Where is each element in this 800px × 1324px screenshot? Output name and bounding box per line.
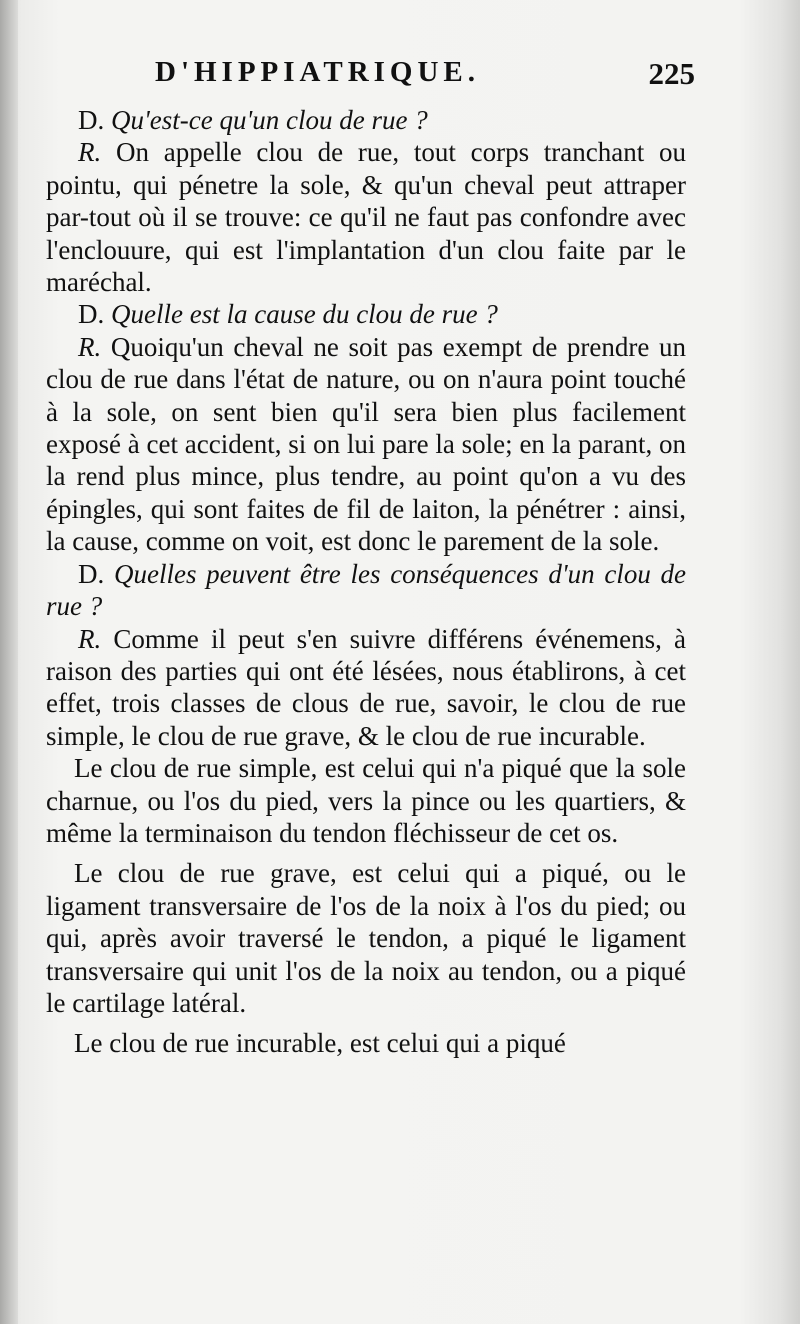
question-tag: D. — [78, 558, 105, 589]
paragraph-simple: Le clou de rue simple, est celui qui n'a piqué que la sole charnue, ou l'os du pied, vers la pince ou les quartiers, & même la terminaison du tendon fléchisseur de cet os. — [46, 753, 686, 848]
answer-tag: R. — [78, 137, 102, 168]
page-number: 225 — [648, 56, 695, 91]
answer-text: Quoiqu'un cheval ne soit pas exempt de prendre un clou de rue dans l'état de nature, ou on n'aura point touché à la sole, on sent bien qu'il sera bien plus facilement exposé à cet accident, si on lui pare la sole; en la parant, on la rend plus mince, plus tendre, au point qu'on a vu des épingles, qui sont faites de fil de laiton, la pénétrer : ainsi, la cause, comme on voit, est donc le parement de la sole. — [46, 331, 686, 557]
question-text: Quelles peuvent être les conséquences d'un clou de rue ? — [46, 558, 687, 622]
paragraph-grave: Le clou de rue grave, est celui qui a piqué, ou le ligament transversaire de l'os de la noix à l'os du pied; ou qui, après avoir traversé le tendon, a piqué le ligament transversaire qui unit l'os de la noix au tendon, ou a piqué le cartilage latéral. — [46, 858, 686, 1018]
question-text: Qu'est-ce qu'un clou de rue ? — [111, 105, 428, 135]
question-tag: D. — [78, 299, 105, 330]
answer-3 — [46, 623, 686, 753]
answer-text: On appelle clou de rue, tout corps tranchant ou pointu, qui pénetre la sole, & qu'un cheval peut attraper par-tout où il se trouve: ce qu'il ne faut pas confondre avec l'enclouure, qui est l'implantation d'un clou faite par le maréchal. — [46, 137, 686, 298]
answer-2 — [46, 331, 686, 558]
answer-tag: R. — [78, 331, 102, 362]
answer-text: Comme il peut s'en suivre différens événemens, à raison des parties qui ont été lésées, nous établirons, à cet effet, trois classes de clous de rue, savoir, le clou de rue simple, le clou de rue grave, & le clou de rue incurable. — [46, 623, 687, 751]
page-header — [155, 56, 695, 96]
body-text — [46, 104, 686, 1060]
page-gutter-shadow — [0, 0, 18, 1324]
question-tag: D. — [78, 105, 105, 135]
answer-1 — [46, 136, 686, 298]
question-2 — [46, 298, 686, 330]
paragraph-incurable: Le clou de rue incurable, est celui qui a piqué — [74, 1028, 566, 1059]
answer-tag: R. — [78, 623, 102, 654]
question-3 — [46, 558, 686, 623]
question-text: Quelle est la cause du clou de rue ? — [111, 299, 498, 330]
question-1 — [46, 104, 686, 136]
running-head: D'HIPPIATRIQUE. — [155, 56, 481, 88]
